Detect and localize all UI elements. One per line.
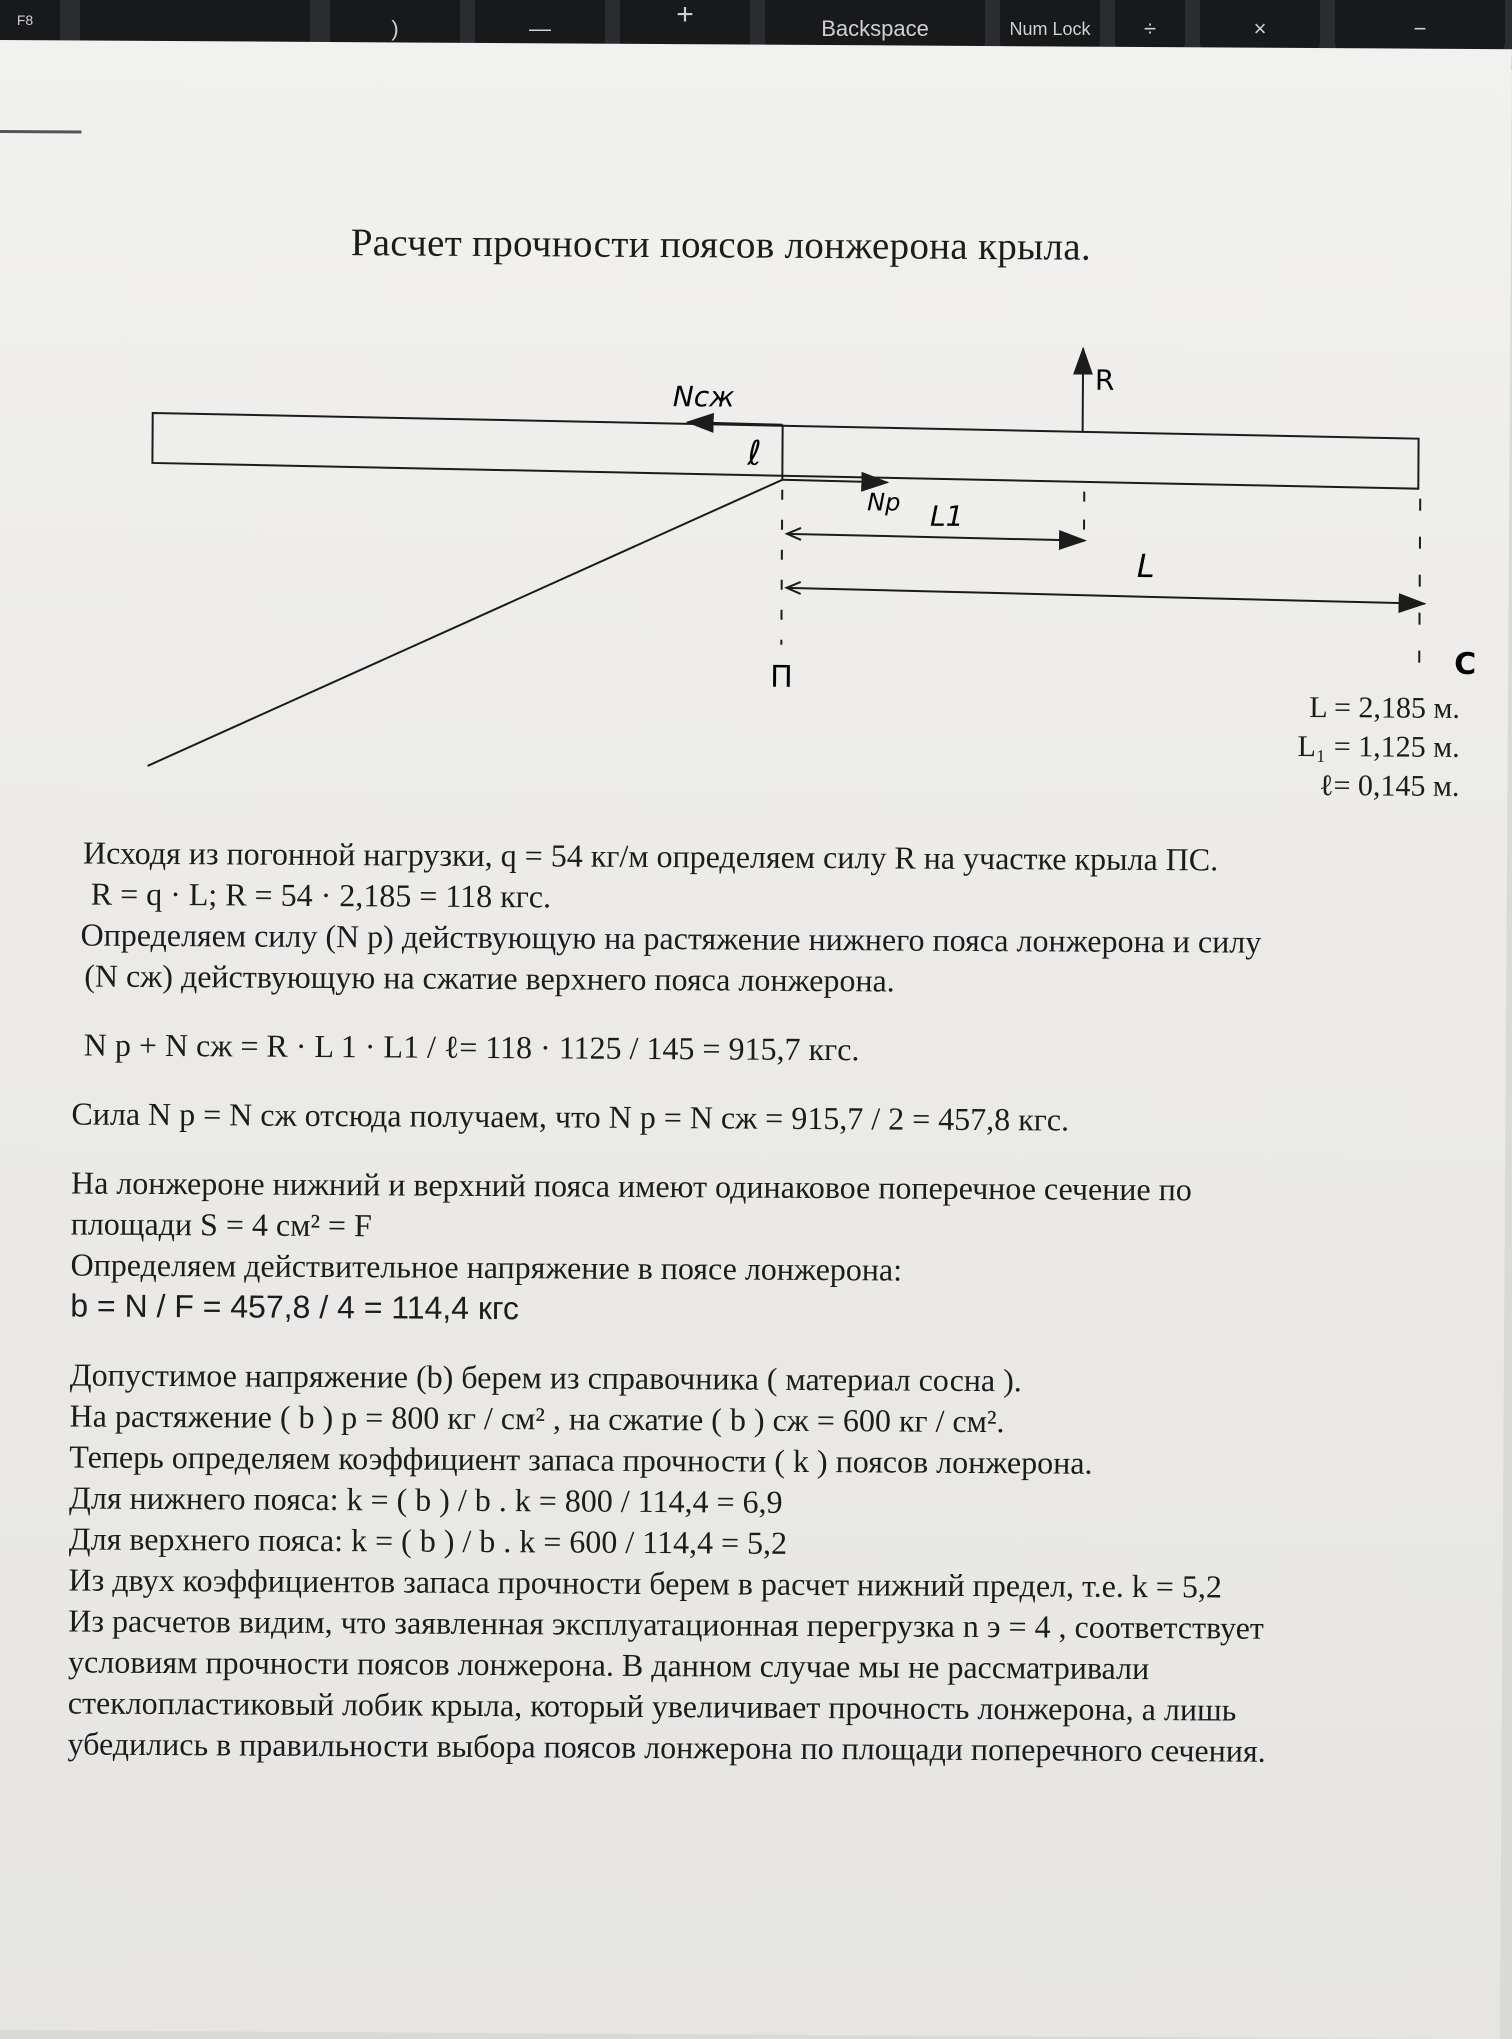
key-multiply[interactable]: ×: [1200, 0, 1320, 52]
dim-l: L = 2,185 м.: [1298, 688, 1460, 728]
page-title: Расчет прочности поясов лонжерона крыла.: [351, 220, 1092, 270]
text-line: R = q · L; R = 54 · 2,185 = 118 кгс.: [73, 873, 1473, 923]
text-line: условиям прочности поясов лонжерона. В данном случае мы не рассматривали: [68, 1641, 1468, 1691]
l-dimension: [787, 588, 1425, 604]
strut-line: [148, 476, 783, 770]
text-line: На растяжение ( b ) p = 800 кг / см² , на сжатие ( b ) сж = 600 кг / см².: [69, 1395, 1469, 1445]
label-point-p: П: [770, 660, 793, 695]
text-line: Допустимое напряжение (b) берем из справочника ( материал сосна ).: [70, 1354, 1470, 1404]
dim-l1: L₁ = 1,125 м.: [1297, 727, 1459, 767]
spar-beam: [152, 413, 1418, 489]
text-line: Для нижнего пояса: k = ( b ) / b . k = 800 / 114,4 = 6,9: [69, 1477, 1469, 1527]
label-point-c: С: [1454, 647, 1476, 682]
label-n-compress: Nсж: [673, 380, 735, 413]
text-line: Теперь определяем коэффициент запаса прочности ( k ) поясов лонжерона.: [69, 1436, 1469, 1486]
key-minus[interactable]: −: [1335, 0, 1505, 52]
key-backspace[interactable]: Backspace: [765, 0, 985, 52]
formula-line: Сила N p = N сж отсюда получаем, что N p = N сж = 915,7 / 2 = 457,8 кгс.: [71, 1093, 1471, 1143]
text-line: Из расчетов видим, что заявленная эксплуатационная перегрузка n э = 4 , соответствует: [68, 1600, 1468, 1650]
label-small-l: ℓ: [746, 434, 761, 474]
text-line: площади S = 4 см² = F: [71, 1203, 1471, 1253]
key-paren[interactable]: ): [330, 0, 460, 52]
text-line: Для верхнего пояса: k = ( b ) / b . k = 600 / 114,4 = 5,2: [69, 1518, 1469, 1568]
text-line: убедились в правильности выбора поясов лонжерона по площади поперечного сечения.: [67, 1723, 1467, 1773]
pen-mark: [0, 130, 81, 134]
key-divide[interactable]: ÷: [1115, 0, 1185, 52]
r-arrow: [1083, 349, 1084, 433]
text-line: (N сж) действующую на сжатие верхнего пояса лонжерона.: [72, 955, 1472, 1005]
key-f8[interactable]: F8: [0, 0, 60, 52]
text-line: Определяем силу (N p) действующую на растяжение нижнего пояса лонжерона и силу: [72, 914, 1472, 964]
n-tension-arrow: [782, 480, 887, 483]
text-line: Из двух коэффициентов запаса прочности берем в расчет нижний предел, т.е. k = 5,2: [68, 1559, 1468, 1609]
label-l1: L1: [930, 500, 964, 533]
formula-line: N p + N сж = R · L 1 · L1 / ℓ= 118 · 1125 / 145 = 915,7 кгс.: [72, 1024, 1472, 1074]
formula-line: b = N / F = 457,8 / 4 = 114,4 кгс: [70, 1285, 1470, 1335]
dim-small-l: ℓ= 0,145 м.: [1297, 766, 1459, 806]
dash-line-p: [781, 490, 782, 645]
dimensions-legend: [1297, 688, 1460, 806]
text-line: На лонжероне нижний и верхний пояса имеют одинаковое поперечное сечение по: [71, 1162, 1471, 1212]
dash-line-c: [1419, 499, 1420, 669]
text-line: Определяем действительное напряжение в поясе лонжерона:: [70, 1244, 1470, 1294]
l1-dimension: [787, 534, 1085, 541]
spar-diagram: [0, 280, 1511, 909]
label-n-tension: Np: [867, 488, 900, 516]
key-plus[interactable]: +: [620, 0, 750, 52]
text-line: стеклопластиковый лобик крыла, который увеличивает прочность лонжерона, а лишь: [68, 1682, 1468, 1732]
key-num-lock[interactable]: Num Lock: [1000, 0, 1100, 52]
paper-sheet: [0, 40, 1512, 2039]
label-l: L: [1137, 547, 1155, 585]
label-r: R: [1095, 364, 1115, 397]
key-dash[interactable]: —: [475, 0, 605, 52]
calculation-text: [67, 832, 1473, 1773]
text-line: Исходя из погонной нагрузки, q = 54 кг/м определяем силу R на участке крыла ПС.: [73, 832, 1473, 882]
